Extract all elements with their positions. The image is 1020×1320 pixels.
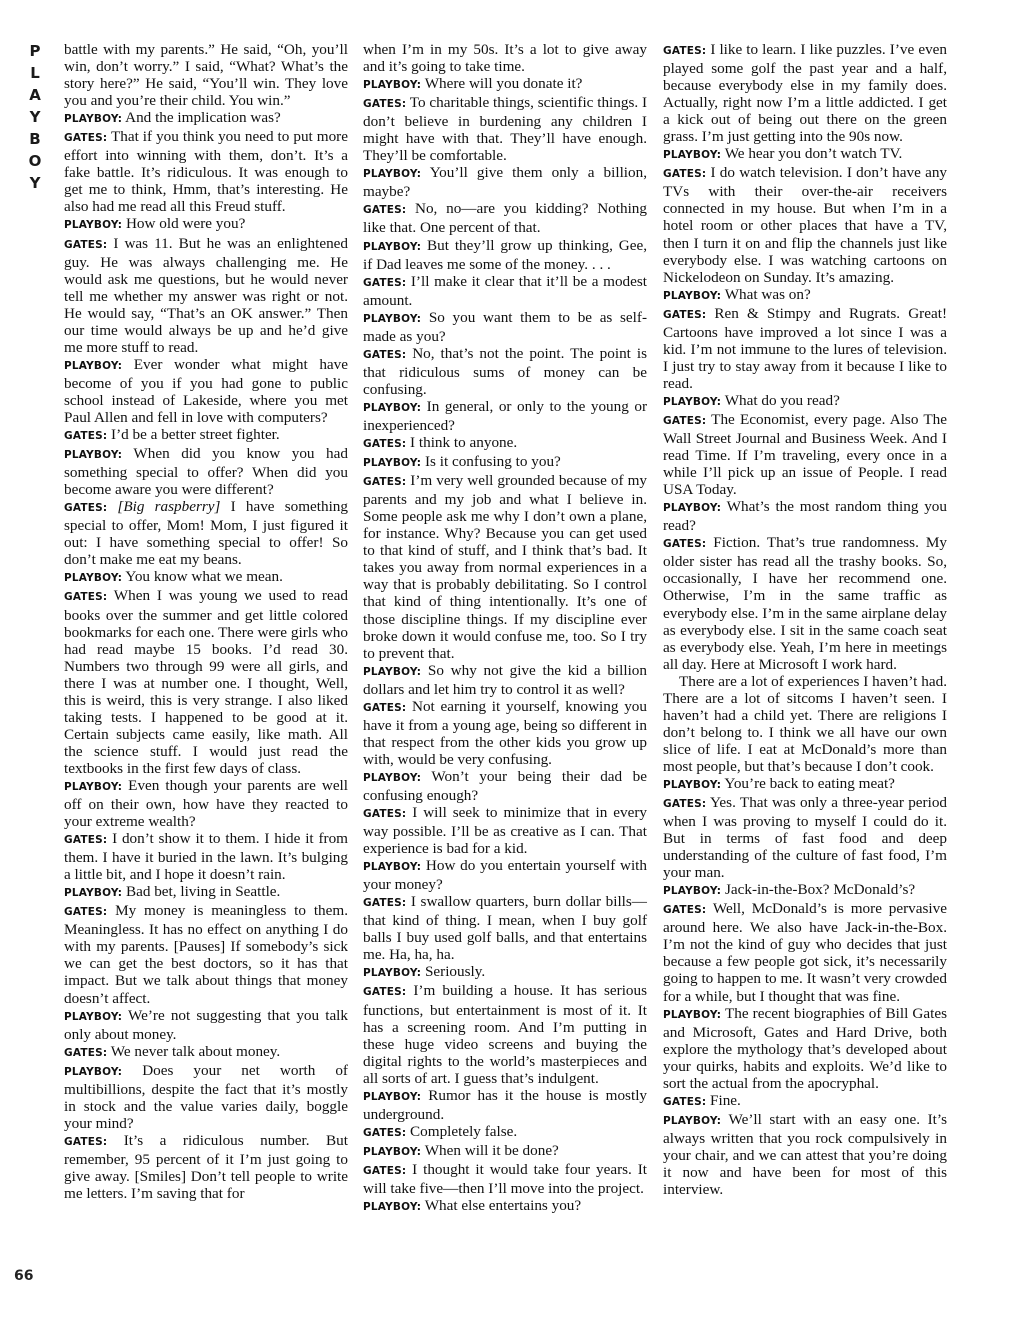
speaker-label: PLAYBOY: bbox=[363, 312, 422, 325]
paragraph-text: I don’t show it to them. I hide it from them. I have it buried in the lawn. It’s bulging a little bit, and I hope it doesn’t rain. bbox=[64, 830, 348, 884]
interview-paragraph bbox=[64, 587, 348, 777]
speaker-label: PLAYBOY: bbox=[363, 401, 422, 414]
paragraph-text: When did you know you had something special to offer? When did you become aware you were different? bbox=[64, 445, 348, 499]
paragraph-text: What’s the most random thing you read? bbox=[663, 498, 947, 535]
interview-paragraph bbox=[64, 426, 348, 445]
paragraph-text: I swallow quarters, burn dollar bills—that kind of thing. I mean, when I buy golf balls I buy used golf balls, and that entertains me. Ha, ha, ha. bbox=[363, 893, 647, 964]
speaker-label: PLAYBOY: bbox=[363, 240, 422, 253]
logo-letter: Y bbox=[29, 174, 41, 192]
speaker-label: PLAYBOY: bbox=[64, 113, 123, 126]
speaker-label: PLAYBOY: bbox=[663, 1008, 722, 1021]
paragraph-text: What was on? bbox=[724, 285, 811, 303]
paragraph-text: Even though your parents are well off on their own, how have they reacted to your extreme wealth? bbox=[64, 776, 349, 831]
speaker-label: GATES: bbox=[64, 430, 108, 443]
interview-paragraph bbox=[64, 1043, 348, 1062]
interview-paragraph bbox=[363, 94, 647, 164]
speaker-label: PLAYBOY: bbox=[663, 289, 722, 302]
paragraph-text: So why not give the kid a billion dollars and let him try to control it as well? bbox=[363, 661, 647, 698]
speaker-label: GATES: bbox=[363, 701, 407, 714]
speaker-label: GATES: bbox=[363, 897, 407, 910]
interview-paragraph bbox=[64, 1062, 348, 1132]
speaker-label: PLAYBOY: bbox=[363, 665, 422, 678]
paragraph-text: I’d be a better street fighter. bbox=[111, 426, 280, 444]
interview-paragraph bbox=[64, 356, 348, 426]
speaker-label: PLAYBOY: bbox=[363, 1145, 422, 1158]
speaker-label: GATES: bbox=[64, 1135, 108, 1148]
paragraph-text: I think to anyone. bbox=[410, 434, 518, 452]
logo-letter: P bbox=[29, 42, 41, 60]
speaker-label: PLAYBOY: bbox=[64, 359, 123, 372]
speaker-label: GATES: bbox=[64, 238, 108, 251]
paragraph-text: And the implication was? bbox=[125, 109, 281, 127]
interview-paragraph bbox=[363, 1197, 647, 1216]
paragraph-text: Ever wonder what might have become of you if you had gone to public school instead of Lakeside, where you met Paul Allen and fell in love with computers? bbox=[64, 355, 349, 426]
speaker-label: PLAYBOY: bbox=[64, 887, 123, 900]
speaker-label: GATES: bbox=[363, 1126, 407, 1139]
speaker-label: GATES: bbox=[363, 986, 407, 999]
speaker-label: PLAYBOY: bbox=[363, 967, 422, 980]
logo-letter: A bbox=[29, 86, 41, 104]
paragraph-text: How do you entertain yourself with your money? bbox=[363, 857, 647, 894]
paragraph-text: I’m very well grounded because of my parents and my job and what I believe in. Some people ask me why I don’t own a plane, for instance. Why? Because you can get used to that kind of stuff, and I think that’s bad. It takes you away from normal experiences in a way that is probably debilitating. So I control that kind of thing intentionally. It’s one of those discipline things. If my discipline ever broke down it would confuse me, too. So I try to prevent that. bbox=[363, 472, 647, 662]
paragraph-text: You’re back to eating meat? bbox=[724, 774, 895, 792]
paragraph-text: Bad bet, living in Seattle. bbox=[125, 883, 281, 901]
speaker-label: PLAYBOY: bbox=[663, 778, 722, 791]
interview-paragraph bbox=[663, 1005, 947, 1092]
paragraph-text: Rumor has it the house is mostly underground. bbox=[363, 1086, 648, 1123]
speaker-label: GATES: bbox=[363, 438, 407, 451]
paragraph-text: Completely false. bbox=[410, 1122, 518, 1140]
paragraph-text: No, that’s not the point. The point is that ridiculous sums of money can be confusing. bbox=[363, 344, 647, 398]
paragraph-text: In general, or only to the young or inexperienced? bbox=[363, 397, 648, 434]
speaker-label: PLAYBOY: bbox=[363, 168, 422, 181]
paragraph-text: battle with my parents.” He said, “Oh, you’ll win, don’t worry.” I said, “What? What’s the story here?” He said, “You’ll win. They love you and you’re their child. You win.” bbox=[64, 41, 348, 110]
paragraph-text: My money is meaningless to them. Meaningless. It has no effect on anything I do with my parents. [Pauses] If somebody’s sick we can get the best doctors, so it has that impact. But we talk about things that money doesn’t affect. bbox=[64, 902, 348, 1007]
logo-letter: L bbox=[30, 64, 40, 82]
stage-direction: [Big raspberry] bbox=[117, 498, 221, 516]
speaker-label: GATES: bbox=[663, 904, 707, 917]
paragraph-text: When I was young we used to read books over the summer and get little colored bookmarks for each one. There were girls who had read maybe 15 books. I’d read 30. Numbers two through 99 were all girls, and there I was at number one. I thought, Well, this is weird, this is very strange. I also liked taking tests. I happened to be good at it. Certain subjects came easily, like math. All the science stuff. I would just read the textbooks in the first few days of class. bbox=[64, 587, 348, 777]
interview-paragraph bbox=[663, 900, 947, 1004]
interview-paragraph bbox=[64, 883, 348, 902]
paragraph-text: To charitable things, scientific things. I don’t believe in burdening any children I might have with that. They’ll have enough. They’ll be comfortable. bbox=[363, 94, 648, 165]
speaker-label: PLAYBOY: bbox=[363, 771, 422, 784]
paragraph-text: We’re not suggesting that you talk only about money. bbox=[64, 1006, 348, 1043]
interview-paragraph bbox=[363, 273, 647, 309]
interview-paragraph bbox=[663, 392, 947, 411]
paragraph-text: when I’m in my 50s. It’s a lot to give away and it’s going to take time. bbox=[363, 41, 647, 76]
interview-paragraph bbox=[663, 498, 947, 534]
interview-paragraph bbox=[363, 1142, 647, 1161]
paragraph-text: Is it confusing to you? bbox=[424, 453, 561, 471]
interview-paragraph bbox=[363, 662, 647, 698]
interview-paragraph bbox=[64, 777, 348, 830]
text-column-1 bbox=[64, 41, 348, 1202]
paragraph-text: There are a lot of experiences I haven’t had. There are a lot of sitcoms I haven’t seen. I haven’t had a child yet. There are religions I don’t belong to. I think we all have our own slice of life. I eat at McDonald’s more than most people, but that’s because I don’t cook. bbox=[663, 672, 947, 775]
logo-letter: O bbox=[28, 152, 42, 170]
speaker-label: GATES: bbox=[363, 276, 407, 289]
interview-paragraph bbox=[64, 109, 348, 128]
speaker-label: PLAYBOY: bbox=[663, 885, 722, 898]
interview-paragraph bbox=[363, 857, 647, 893]
speaker-label: GATES: bbox=[663, 414, 707, 427]
interview-paragraph bbox=[663, 1111, 947, 1198]
speaker-label: GATES: bbox=[363, 98, 407, 111]
interview-paragraph bbox=[363, 164, 647, 200]
interview-paragraph bbox=[363, 345, 647, 398]
paragraph-text: I was 11. But he was an enlightened guy. He was always challenging me. He would ask me questions, but he would never tell me whether my answer was right or not. He would say, “That’s an OK answer.” Then our time would always be up and he’d give me more stuff to read. bbox=[64, 234, 348, 356]
paragraph-text: How old were you? bbox=[125, 215, 246, 233]
interview-paragraph bbox=[663, 673, 947, 775]
paragraph-text: Well, McDonald’s is more pervasive around here. We also have Jack-in-the-Box. I’m not the kind of guy who decides that just because a few people got sick, it’s necessarily going to happen to me. It wasn’t very crowded for a while, but I thought that was fine. bbox=[663, 900, 947, 1005]
interview-paragraph bbox=[363, 1087, 647, 1123]
paragraph-text: Fiction. That’s true randomness. My older sister has read all the trashy books. So, occasionally, I have her recommend one. Otherwise, I’m in the same traffic as everybody else. I’m in the same airplane delay as everybody else. I sit in the same coach seat as everybody else. Yeah, I’m here in meetings all day. Here at Microsoft I work hard. bbox=[663, 534, 948, 673]
speaker-label: PLAYBOY: bbox=[64, 449, 123, 462]
paragraph-text: We never talk about money. bbox=[110, 1042, 281, 1060]
speaker-label: GATES: bbox=[64, 834, 108, 847]
interview-paragraph bbox=[64, 1132, 348, 1202]
speaker-label: GATES: bbox=[663, 308, 707, 321]
interview-paragraph bbox=[363, 237, 647, 273]
paragraph-text: What do you read? bbox=[724, 391, 840, 409]
interview-paragraph bbox=[363, 1161, 647, 1197]
interview-paragraph bbox=[363, 963, 647, 982]
interview-paragraph bbox=[363, 200, 647, 236]
interview-paragraph bbox=[363, 453, 647, 472]
speaker-label: PLAYBOY: bbox=[64, 219, 123, 232]
interview-paragraph bbox=[64, 445, 348, 498]
interview-paragraph bbox=[663, 305, 947, 392]
speaker-label: PLAYBOY: bbox=[64, 1065, 123, 1078]
paragraph-text: You know what we mean. bbox=[125, 568, 283, 586]
interview-paragraph bbox=[663, 164, 947, 285]
speaker-label: GATES: bbox=[64, 906, 108, 919]
interview-paragraph bbox=[663, 411, 947, 498]
paragraph-text: Won’t your being their dad be confusing enough? bbox=[363, 767, 647, 804]
paragraph-text: Ren & Stimpy and Rugrats. Great! Cartoons have improved a lot since I was a kid. I’m not immune to the lures of television. I just try to stay away from it because I like to read. bbox=[663, 304, 947, 392]
interview-paragraph bbox=[363, 472, 647, 662]
paragraph-text: I’ll make it clear that it’ll be a modest amount. bbox=[363, 272, 647, 309]
interview-paragraph bbox=[663, 775, 947, 794]
speaker-label: GATES: bbox=[64, 502, 108, 515]
paragraph-text: I’m building a house. It has serious functions, but entertainment is most of it. It has a screening room. And I’m putting in these huge video screens and buying the digital rights to the world’s masterpieces and all sorts of art. I guess that’s indulgent. bbox=[363, 982, 648, 1087]
interview-paragraph bbox=[64, 568, 348, 587]
paragraph-text: It’s a ridiculous number. But remember, 95 percent of it I’m just going to give away. [Smiles] Don’t tell people to write me letters. I’m saving that for bbox=[64, 1131, 348, 1203]
speaker-label: GATES: bbox=[663, 168, 707, 181]
paragraph-text: The Economist, every page. Also The Wall Street Journal and Business Week. And I read Time. If I’m traveling, every once in a while I’ll pick up an issue of People. I read USA Today. bbox=[663, 410, 947, 499]
paragraph-text: Yes. That was only a three-year period when I was proving to myself I could do it. But in terms of fast food and deep understanding of the culture of fast food, I’m your man. bbox=[663, 794, 948, 882]
speaker-label: PLAYBOY: bbox=[663, 149, 722, 162]
interview-paragraph bbox=[363, 698, 647, 768]
speaker-label: PLAYBOY: bbox=[64, 780, 123, 793]
interview-paragraph bbox=[663, 286, 947, 305]
interview-paragraph bbox=[363, 804, 647, 857]
interview-paragraph bbox=[64, 1007, 348, 1043]
interview-paragraph bbox=[64, 830, 348, 883]
interview-paragraph bbox=[363, 893, 647, 963]
paragraph-text: Where will you donate it? bbox=[424, 75, 583, 93]
interview-paragraph bbox=[663, 794, 947, 881]
paragraph-text: You’ll give them only a billion, maybe? bbox=[363, 164, 647, 201]
text-column-3 bbox=[663, 41, 947, 1198]
paragraph-text: That if you think you need to put more effort into winning with them, don’t. It’s a fake battle. It’s ridiculous. It was enough to get me to think, Hmm, that’s interesting. He also had me read all this Freud stuff. bbox=[64, 128, 348, 216]
magazine-logo-vertical bbox=[22, 40, 48, 194]
interview-paragraph bbox=[663, 534, 947, 672]
speaker-label: GATES: bbox=[64, 132, 108, 145]
paragraph-text: Not earning it yourself, knowing you have it from a young age, being so different in that respect from the other kids you grow up with, would be very confusing. bbox=[363, 697, 647, 768]
interview-paragraph bbox=[363, 768, 647, 804]
interview-paragraph bbox=[64, 902, 348, 1006]
paragraph-text: I will seek to minimize that in every way possible. I’ll be as creative as I can. That experience is bad for a kid. bbox=[363, 804, 647, 858]
speaker-label: PLAYBOY: bbox=[363, 1201, 422, 1214]
paragraph-text: When will it be done? bbox=[424, 1141, 559, 1159]
speaker-label: PLAYBOY: bbox=[663, 395, 722, 408]
speaker-label: PLAYBOY: bbox=[363, 457, 422, 470]
speaker-label: PLAYBOY: bbox=[64, 1010, 123, 1023]
interview-paragraph bbox=[64, 498, 348, 568]
logo-letter: Y bbox=[29, 108, 41, 126]
interview-paragraph bbox=[363, 309, 647, 345]
paragraph-text: No, no—are you kidding? Nothing like that. One percent of that. bbox=[363, 200, 647, 237]
interview-paragraph bbox=[64, 215, 348, 234]
paragraph-text: But they’ll grow up thinking, Gee, if Dad leaves me some of the money. . . . bbox=[363, 236, 648, 273]
speaker-label: PLAYBOY: bbox=[64, 572, 123, 585]
logo-letter: B bbox=[29, 130, 41, 148]
paragraph-text: The recent biographies of Bill Gates and Microsoft, Gates and Hard Drive, both explore the mythology that’s developed about your quirks, habits and exploits. We’d like to sort the actual from the apocryphal. bbox=[663, 1004, 947, 1092]
speaker-label: GATES: bbox=[663, 538, 707, 551]
interview-paragraph bbox=[64, 235, 348, 356]
interview-paragraph bbox=[64, 41, 348, 109]
interview-paragraph bbox=[663, 145, 947, 164]
speaker-label: GATES: bbox=[663, 1095, 707, 1108]
speaker-label: GATES: bbox=[363, 204, 407, 217]
paragraph-text: I do watch television. I don’t have any TVs with their over-the-air receivers connected in my house. But when I’m in a hotel room or other places that have a TV, then I turn it on and flip the channels just like everybody else. I was watching cartoons on Nickelodeon on Sunday. It’s amazing. bbox=[663, 164, 948, 286]
speaker-label: GATES: bbox=[64, 1046, 108, 1059]
interview-paragraph bbox=[363, 41, 647, 75]
paragraph-text: I thought it would take four years. It will take five—then I’ll move into the project. bbox=[363, 1160, 648, 1197]
speaker-label: GATES: bbox=[663, 45, 707, 57]
speaker-label: GATES: bbox=[363, 476, 407, 489]
paragraph-text: We hear you don’t watch TV. bbox=[724, 145, 903, 163]
interview-paragraph bbox=[363, 982, 647, 1086]
interview-paragraph bbox=[363, 75, 647, 94]
paragraph-text: Fine. bbox=[710, 1091, 741, 1109]
speaker-label: GATES: bbox=[363, 1164, 407, 1177]
paragraph-text: I have something special to offer, Mom! Mom, I just figured it out: I have something special to offer! So don’t make me eat my beans. bbox=[64, 498, 348, 569]
paragraph-text: So you want them to be as self-made as you? bbox=[363, 308, 648, 345]
speaker-label: GATES: bbox=[64, 591, 108, 604]
speaker-label: PLAYBOY: bbox=[363, 1090, 422, 1103]
page-number: 66 bbox=[14, 1268, 34, 1284]
interview-paragraph bbox=[663, 881, 947, 900]
speaker-label: GATES: bbox=[363, 348, 407, 361]
speaker-label: PLAYBOY: bbox=[663, 1114, 722, 1127]
interview-paragraph bbox=[363, 1123, 647, 1142]
speaker-label: GATES: bbox=[663, 798, 707, 811]
speaker-label: PLAYBOY: bbox=[663, 502, 722, 515]
interview-paragraph bbox=[663, 41, 947, 145]
paragraph-text: What else entertains you? bbox=[424, 1197, 582, 1215]
speaker-label: GATES: bbox=[363, 808, 407, 821]
speaker-label: PLAYBOY: bbox=[363, 861, 422, 874]
speaker-label: PLAYBOY: bbox=[363, 79, 422, 92]
interview-paragraph bbox=[663, 1092, 947, 1111]
interview-paragraph bbox=[363, 434, 647, 453]
text-column-2 bbox=[363, 41, 647, 1216]
paragraph-text: Seriously. bbox=[424, 963, 486, 981]
interview-paragraph bbox=[363, 398, 647, 434]
paragraph-text: I like to learn. I like puzzles. I’ve even played some golf the past year and a half, because everybody else in my family does. Actually, right now I’m a little addicted. I get a kick out of being out there on the green grass. I’m just getting into the 90s now. bbox=[663, 41, 947, 146]
paragraph-text: Jack-in-the-Box? McDonald’s? bbox=[724, 881, 916, 899]
paragraph-text: We’ll start with an easy one. It’s always written that you rock compulsively in your chair, and we can attest that you’re doing it now and have been for most of this interview. bbox=[663, 1110, 947, 1199]
paragraph-text: Does your net worth of multibillions, despite the fact that it’s mostly in stock and the value varies daily, boggle your mind? bbox=[64, 1061, 348, 1132]
interview-paragraph bbox=[64, 128, 348, 215]
